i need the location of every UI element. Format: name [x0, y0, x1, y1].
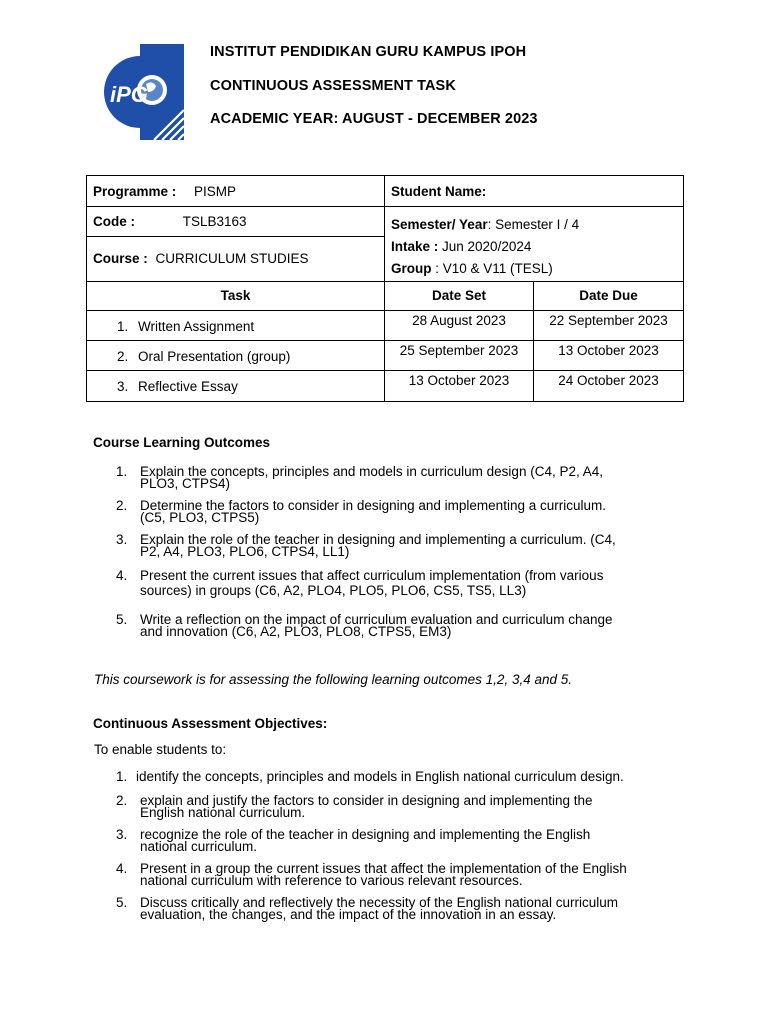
cao-title: Continuous Assessment Objectives: — [93, 716, 328, 731]
list-item — [116, 500, 656, 524]
group-value: : V10 & V11 (TESL) — [431, 261, 553, 276]
list-item — [116, 534, 656, 558]
list-line: recognize the role of the teacher in designing and implementing the English — [140, 827, 591, 842]
intake-value: Jun 2020/2024 — [438, 239, 532, 254]
cao-intro: To enable students to: — [94, 742, 227, 757]
list-item — [116, 614, 656, 638]
list-line: evaluation, the changes, and the impact of the innovation in an essay. — [140, 907, 557, 922]
semester-label: Semester/ Year — [391, 217, 488, 232]
list-line: identify the concepts, principles and models in English national curriculum design. — [136, 769, 624, 784]
list-line: Discuss critically and reflectively the necessity of the English national curriculum — [140, 895, 618, 910]
list-line: Determine the factors to consider in designing and implementing a curriculum. — [140, 498, 606, 513]
list-line: Write a reflection on the impact of curriculum evaluation and curriculum change — [140, 612, 613, 627]
date-set-cell: 13 October 2023 — [385, 371, 534, 402]
table-row — [87, 371, 684, 402]
code-value: TSLB3163 — [182, 214, 247, 229]
task-cell — [87, 341, 385, 371]
code-cell — [87, 207, 385, 237]
date-set-cell: 25 September 2023 — [385, 341, 534, 371]
date-set-header: Date Set — [385, 282, 534, 311]
list-line: (C5, PLO3, CTPS5) — [140, 510, 260, 525]
list-item — [116, 771, 656, 783]
student-name-cell — [385, 176, 684, 207]
list-num: 1. — [116, 464, 128, 479]
list-num: 1. — [116, 769, 128, 784]
date-due-cell: 22 September 2023 — [534, 311, 684, 341]
ipg-logo — [104, 44, 184, 140]
list-line: Explain the concepts, principles and models in curriculum design (C4, P2, A4, — [140, 464, 603, 479]
task-name: Oral Presentation (group) — [138, 349, 291, 364]
list-num: 2. — [116, 793, 128, 808]
task-name: Written Assignment — [138, 319, 255, 334]
task-cell — [87, 311, 385, 341]
date-due-header: Date Due — [534, 282, 684, 311]
task-name: Reflective Essay — [138, 379, 238, 394]
clo-title: Course Learning Outcomes — [93, 435, 271, 450]
task-header: Task — [87, 282, 385, 311]
course-label: Course : — [93, 251, 148, 266]
code-label: Code : — [93, 214, 135, 229]
academic-year-title: ACADEMIC YEAR: AUGUST - DECEMBER 2023 — [210, 111, 538, 127]
course-value: CURRICULUM STUDIES — [155, 251, 309, 266]
list-line: PLO3, CTPS4) — [140, 476, 231, 491]
table-row — [87, 341, 684, 371]
list-line: Explain the role of the teacher in designing and implementing a curriculum. (C4, — [140, 532, 616, 547]
logo-text: iPG — [110, 82, 148, 107]
list-item — [116, 897, 656, 921]
clo-list — [116, 466, 656, 638]
list-num: 5. — [116, 895, 128, 910]
list-line: Present in a group the current issues that affect the implementation of the English — [140, 861, 627, 876]
list-line: national curriculum with reference to various relevant resources. — [140, 873, 523, 888]
intake-label: Intake : — [391, 239, 439, 254]
course-cell — [87, 237, 385, 282]
course-info-table — [86, 175, 684, 402]
task-title: CONTINUOUS ASSESSMENT TASK — [210, 78, 456, 94]
task-num: 2. — [117, 349, 129, 364]
list-item — [116, 466, 656, 490]
group-label: Group — [391, 261, 432, 276]
list-num: 4. — [116, 861, 128, 876]
institution-title: INSTITUT PENDIDIKAN GURU KAMPUS IPOH — [210, 44, 527, 60]
list-line: and innovation (C6, A2, PLO3, PLO8, CTPS5, EM3) — [140, 624, 452, 639]
list-line: P2, A4, PLO3, PLO6, CTPS4, LL1) — [140, 544, 350, 559]
programme-value: PISMP — [194, 184, 237, 199]
student-name-label: Student Name: — [391, 184, 487, 199]
semester-value: : Semester I / 4 — [487, 217, 580, 232]
programme-label: Programme : — [93, 184, 177, 199]
date-set-cell: 28 August 2023 — [385, 311, 534, 341]
list-item — [116, 795, 656, 819]
date-due-cell: 13 October 2023 — [534, 341, 684, 371]
task-cell — [87, 371, 385, 402]
list-item — [116, 829, 656, 853]
list-item — [116, 568, 656, 598]
cao-list — [116, 771, 656, 921]
list-num: 5. — [116, 612, 128, 627]
list-num: 3. — [116, 827, 128, 842]
semester-cell — [385, 207, 684, 282]
list-line: sources) in groups (C6, A2, PLO4, PLO5, PLO6, CS5, TS5, LL3) — [140, 583, 527, 598]
list-item — [116, 863, 656, 887]
table-row — [87, 311, 684, 341]
list-num: 2. — [116, 498, 128, 513]
task-num: 3. — [117, 379, 129, 394]
list-line: explain and justify the factors to consider in designing and implementing the — [140, 793, 593, 808]
list-line: English national curriculum. — [140, 805, 306, 820]
date-due-cell: 24 October 2023 — [534, 371, 684, 402]
list-num: 4. — [116, 568, 128, 583]
assessment-note: This coursework is for assessing the following learning outcomes 1,2, 3,4 and 5. — [94, 672, 572, 687]
programme-cell — [87, 176, 385, 207]
list-num: 3. — [116, 532, 128, 547]
list-line: Present the current issues that affect curriculum implementation (from various — [140, 568, 604, 583]
list-line: national curriculum. — [140, 839, 258, 854]
task-num: 1. — [117, 319, 129, 334]
